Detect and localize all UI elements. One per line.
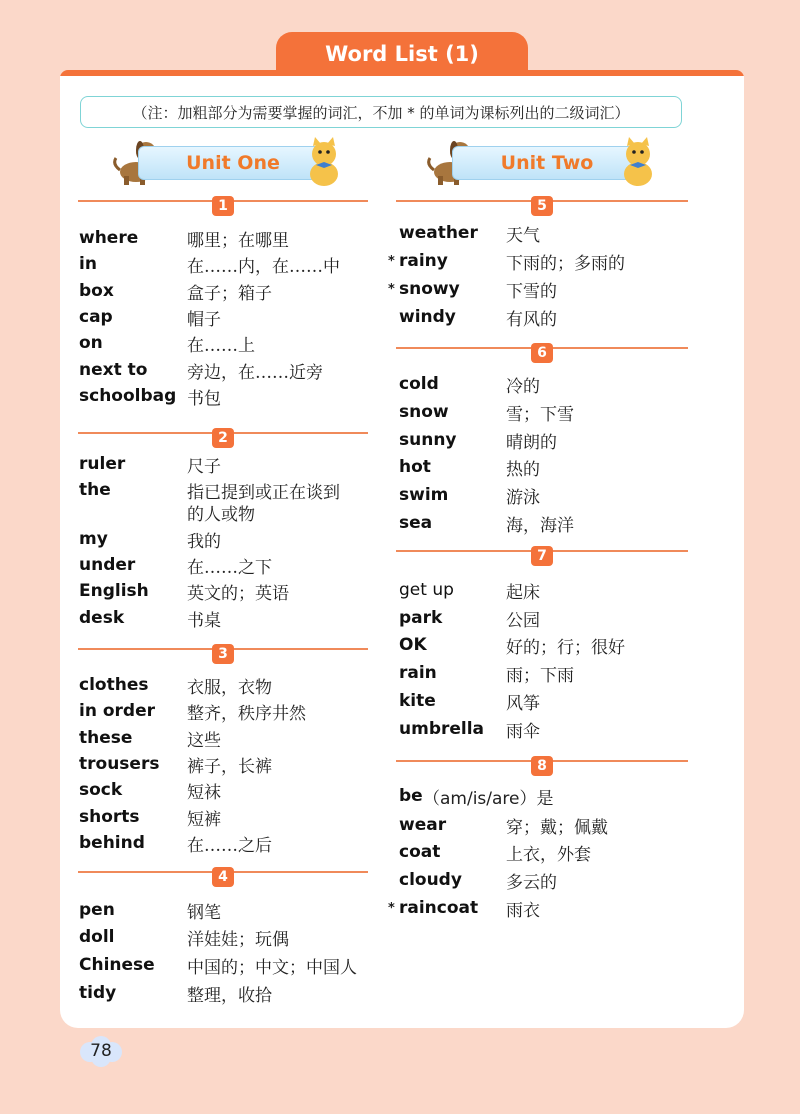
list-item bbox=[79, 804, 221, 830]
word: sunny bbox=[399, 430, 457, 450]
meaning: 下雨的；多雨的 bbox=[506, 253, 625, 274]
section-number: 7 bbox=[531, 546, 553, 566]
meaning: 我的 bbox=[187, 531, 221, 552]
section-divider bbox=[78, 869, 368, 893]
word: OK bbox=[399, 635, 427, 655]
list-item bbox=[399, 510, 574, 536]
word: desk bbox=[79, 608, 125, 628]
page-title: Word List (1) bbox=[276, 32, 528, 76]
word: trousers bbox=[79, 754, 160, 774]
word: next to bbox=[79, 360, 148, 380]
meaning-continued: 的人或物 bbox=[187, 504, 255, 525]
meaning: 热的 bbox=[506, 459, 540, 480]
meaning: 旁边，在……近旁 bbox=[187, 362, 323, 383]
word: behind bbox=[79, 833, 145, 853]
list-item bbox=[79, 672, 272, 698]
list-item bbox=[399, 812, 608, 838]
list-item bbox=[388, 895, 540, 921]
word: sea bbox=[399, 513, 433, 533]
note-box: （注：加粗部分为需要掌握的词汇，不加 * 的单词为课标列出的二级词汇） bbox=[80, 96, 682, 128]
meaning: 在……上 bbox=[187, 335, 255, 356]
list-item bbox=[79, 499, 255, 525]
word: these bbox=[79, 728, 133, 748]
page-number-badge bbox=[78, 1034, 124, 1068]
meaning: 公园 bbox=[506, 610, 540, 631]
word: English bbox=[79, 581, 149, 601]
word: windy bbox=[399, 307, 456, 327]
star-mark: * bbox=[388, 282, 395, 297]
cat-icon bbox=[302, 136, 348, 188]
meaning: 短袜 bbox=[187, 782, 221, 803]
list-item bbox=[399, 482, 540, 508]
list-item bbox=[399, 454, 540, 480]
meaning: 钢笔 bbox=[187, 902, 221, 923]
word: on bbox=[79, 333, 103, 353]
meaning: 冷的 bbox=[506, 376, 540, 397]
list-item bbox=[79, 952, 357, 978]
word: wear bbox=[399, 815, 447, 835]
list-item bbox=[79, 278, 272, 304]
star-mark: * bbox=[388, 901, 395, 916]
list-item bbox=[79, 980, 272, 1006]
meaning: 盒子；箱子 bbox=[187, 283, 272, 304]
word: tidy bbox=[79, 983, 117, 1003]
meaning: 中国的；中文；中国人 bbox=[187, 957, 357, 978]
meaning: 书桌 bbox=[187, 610, 221, 631]
word: rainy bbox=[399, 251, 448, 271]
word: ruler bbox=[79, 454, 126, 474]
list-item bbox=[79, 725, 221, 751]
word: snowy bbox=[399, 279, 460, 299]
meaning: 雨伞 bbox=[506, 721, 540, 742]
word: kite bbox=[399, 691, 436, 711]
list-item bbox=[79, 751, 272, 777]
list-item bbox=[399, 783, 554, 809]
meaning: 裤子，长裤 bbox=[187, 756, 272, 777]
section-number: 5 bbox=[531, 196, 553, 216]
word: doll bbox=[79, 927, 115, 947]
list-item bbox=[399, 716, 540, 742]
list-item bbox=[399, 427, 557, 453]
word: get up bbox=[399, 580, 454, 600]
page-number: 78 bbox=[90, 1041, 112, 1061]
meaning: 短裤 bbox=[187, 809, 221, 830]
meaning: 多云的 bbox=[506, 872, 557, 893]
meaning: 洋娃娃；玩偶 bbox=[187, 929, 289, 950]
word: where bbox=[79, 228, 139, 248]
list-item bbox=[399, 867, 557, 893]
list-item bbox=[79, 251, 340, 277]
meaning: 整齐，秩序井然 bbox=[187, 703, 306, 724]
meaning: 下雪的 bbox=[506, 281, 557, 302]
meaning: 在……之后 bbox=[187, 835, 272, 856]
word: in bbox=[79, 254, 97, 274]
meaning: 游泳 bbox=[506, 487, 540, 508]
meaning: 起床 bbox=[506, 582, 540, 603]
section-number: 4 bbox=[212, 867, 234, 887]
meaning: 在……内，在……中 bbox=[187, 256, 340, 277]
list-item bbox=[399, 304, 557, 330]
word: cloudy bbox=[399, 870, 462, 890]
list-item bbox=[79, 777, 221, 803]
meaning: 雪；下雪 bbox=[506, 404, 574, 425]
list-item bbox=[399, 220, 540, 246]
meaning: 书包 bbox=[187, 388, 221, 409]
word: Chinese bbox=[79, 955, 155, 975]
meaning: 这些 bbox=[187, 730, 221, 751]
list-item bbox=[79, 304, 221, 330]
list-item bbox=[79, 330, 255, 356]
unit-one-header bbox=[110, 136, 350, 192]
section-divider bbox=[78, 646, 368, 670]
meaning: 哪里；在哪里 bbox=[187, 230, 289, 251]
list-item bbox=[79, 830, 272, 856]
word: rain bbox=[399, 663, 437, 683]
list-item bbox=[79, 698, 306, 724]
meaning: 在……之下 bbox=[187, 557, 272, 578]
list-item bbox=[79, 552, 272, 578]
word: weather bbox=[399, 223, 478, 243]
meaning: 晴朗的 bbox=[506, 432, 557, 453]
word: clothes bbox=[79, 675, 149, 695]
list-item bbox=[399, 399, 574, 425]
section-number: 6 bbox=[531, 343, 553, 363]
meaning: 天气 bbox=[506, 225, 540, 246]
word: hot bbox=[399, 457, 431, 477]
list-item bbox=[79, 526, 221, 552]
list-item bbox=[399, 371, 540, 397]
meaning: 尺子 bbox=[187, 456, 221, 477]
word: sock bbox=[79, 780, 123, 800]
meaning: 衣服，衣物 bbox=[187, 677, 272, 698]
word: pen bbox=[79, 900, 115, 920]
word: the bbox=[79, 480, 111, 500]
list-item bbox=[399, 605, 540, 631]
section-number: 1 bbox=[212, 196, 234, 216]
word: snow bbox=[399, 402, 449, 422]
word: schoolbag bbox=[79, 386, 177, 406]
cat-icon bbox=[616, 136, 662, 188]
meaning: 雨；下雨 bbox=[506, 665, 574, 686]
list-item bbox=[79, 225, 289, 251]
section-divider bbox=[78, 198, 368, 222]
list-item bbox=[79, 924, 289, 950]
meaning: 好的；行；很好 bbox=[506, 637, 625, 658]
list-item bbox=[388, 276, 557, 302]
list-item bbox=[399, 577, 540, 603]
meaning: （am/is/are）是 bbox=[423, 788, 554, 809]
word: my bbox=[79, 529, 108, 549]
word: cap bbox=[79, 307, 113, 327]
meaning: 风筝 bbox=[506, 693, 540, 714]
list-item bbox=[79, 383, 221, 409]
meaning: 英文的；英语 bbox=[187, 583, 289, 604]
meaning: 海，海洋 bbox=[506, 515, 574, 536]
unit-one-label: Unit One bbox=[138, 146, 328, 180]
word: umbrella bbox=[399, 719, 485, 739]
word: swim bbox=[399, 485, 449, 505]
unit-two-header bbox=[424, 136, 664, 192]
word: in order bbox=[79, 701, 155, 721]
meaning: 穿；戴；佩戴 bbox=[506, 817, 608, 838]
star-mark: * bbox=[388, 254, 395, 269]
word: coat bbox=[399, 842, 441, 862]
word: under bbox=[79, 555, 136, 575]
list-item bbox=[79, 605, 221, 631]
list-item bbox=[399, 632, 625, 658]
meaning: 上衣，外套 bbox=[506, 844, 591, 865]
list-item bbox=[79, 451, 221, 477]
section-divider bbox=[396, 198, 688, 222]
list-item bbox=[388, 248, 625, 274]
word: box bbox=[79, 281, 114, 301]
section-divider bbox=[396, 548, 688, 572]
list-item bbox=[399, 660, 574, 686]
word: cold bbox=[399, 374, 439, 394]
list-item bbox=[79, 357, 323, 383]
word: raincoat bbox=[399, 898, 479, 918]
word: be bbox=[399, 786, 423, 806]
unit-two-label: Unit Two bbox=[452, 146, 642, 180]
meaning: 整理，收拾 bbox=[187, 985, 272, 1006]
section-divider bbox=[396, 345, 688, 369]
section-number: 8 bbox=[531, 756, 553, 776]
meaning: 有风的 bbox=[506, 309, 557, 330]
meaning: 指已提到或正在谈到 bbox=[187, 482, 340, 503]
word: shorts bbox=[79, 807, 140, 827]
section-number: 2 bbox=[212, 428, 234, 448]
section-number: 3 bbox=[212, 644, 234, 664]
section-divider bbox=[396, 758, 688, 782]
list-item bbox=[399, 839, 591, 865]
list-item bbox=[79, 578, 289, 604]
list-item bbox=[79, 897, 221, 923]
meaning: 帽子 bbox=[187, 309, 221, 330]
meaning: 雨衣 bbox=[506, 900, 540, 921]
word: park bbox=[399, 608, 443, 628]
list-item bbox=[399, 688, 540, 714]
